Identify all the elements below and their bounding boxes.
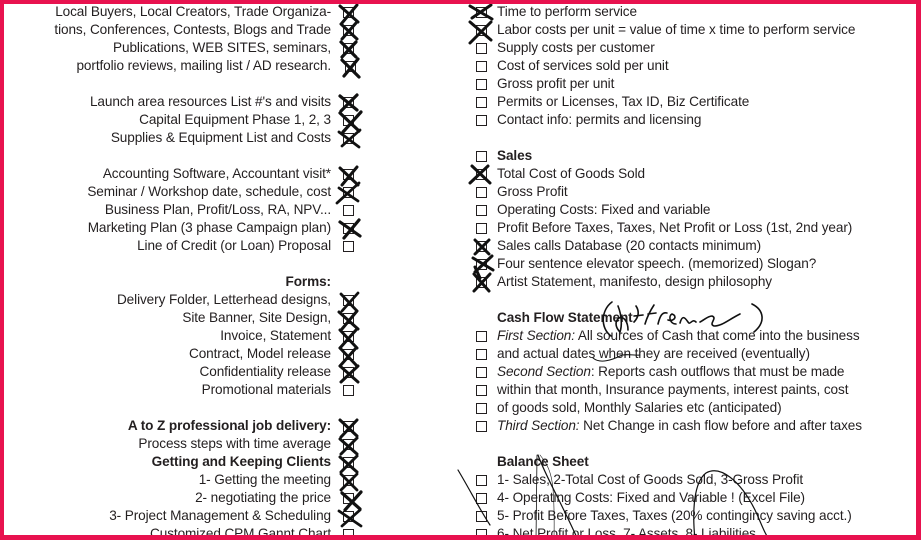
sales-heading: Sales: [497, 148, 533, 163]
checkbox[interactable]: [343, 475, 354, 486]
checkbox[interactable]: [343, 187, 354, 198]
checkbox[interactable]: [343, 223, 354, 234]
italic-prefix: First Section:: [497, 328, 575, 343]
cash-flow-heading: Cash Flow Statement: [497, 310, 633, 325]
checkbox[interactable]: [476, 43, 487, 54]
right-item-label: Labor costs per unit = value of time x time to perform service: [497, 22, 856, 37]
checkbox[interactable]: [476, 61, 487, 72]
left-item-label: Confidentiality release: [199, 364, 331, 379]
checkbox[interactable]: [476, 277, 487, 288]
checkbox[interactable]: [343, 97, 354, 108]
left-item-label: Contract, Model release: [188, 346, 331, 361]
checkbox[interactable]: [343, 349, 354, 360]
right-item-label: Sales calls Database (20 contacts minimum): [497, 238, 762, 253]
left-item-label: Supplies & Equipment List and Costs: [110, 130, 331, 145]
left-item-label: Capital Equipment Phase 1, 2, 3: [139, 112, 331, 127]
balance-sheet-heading: Balance Sheet: [497, 454, 589, 469]
right-item-label: Four sentence elevator speech. (memorized) Slogan?: [497, 256, 817, 271]
right-item-label: Time to perform service: [497, 4, 637, 19]
checkbox[interactable]: [476, 403, 487, 414]
italic-prefix: Third Section:: [497, 418, 580, 433]
checkbox[interactable]: [476, 25, 487, 36]
right-item-label: and actual dates when they are received (eventually): [497, 346, 810, 361]
checkbox[interactable]: [343, 367, 354, 378]
right-item-label: Cost of services sold per unit: [497, 58, 669, 73]
checkbox[interactable]: [343, 295, 354, 306]
checkbox[interactable]: [343, 385, 354, 396]
checkbox[interactable]: [343, 7, 354, 18]
left-item-label: portfolio reviews, mailing list / AD research.: [76, 58, 331, 73]
right-item-label: 5- Profit Before Taxes, Taxes (20% contingincy saving acct.): [497, 508, 852, 523]
checkbox[interactable]: [343, 331, 354, 342]
checkbox[interactable]: [476, 385, 487, 396]
checkbox[interactable]: [343, 529, 354, 540]
checkbox[interactable]: [476, 115, 487, 126]
clients-heading: Getting and Keeping Clients: [151, 454, 331, 469]
left-item-label: Process steps with time average: [138, 436, 331, 451]
left-item-label: Local Buyers, Local Creators, Trade Organiza-: [55, 4, 331, 19]
checkbox[interactable]: [476, 349, 487, 360]
checkbox[interactable]: [343, 241, 354, 252]
right-item-label: Profit Before Taxes, Taxes, Net Profit or Loss (1st, 2nd year): [497, 220, 853, 235]
left-item-label: Line of Credit (or Loan) Proposal: [137, 238, 331, 253]
left-item-label: 1- Getting the meeting: [198, 472, 331, 487]
right-item-label: within that month, Insurance payments, interest paints, cost: [497, 382, 849, 397]
checkbox[interactable]: [476, 187, 487, 198]
checkbox[interactable]: [343, 43, 354, 54]
italic-prefix: Second Section: [497, 364, 591, 379]
checkbox[interactable]: [343, 313, 354, 324]
checkbox[interactable]: [476, 223, 487, 234]
left-item-label: Accounting Software, Accountant visit*: [102, 166, 331, 181]
right-item-label: Contact info: permits and licensing: [497, 112, 702, 127]
checkbox[interactable]: [476, 331, 487, 342]
left-item-label: Site Banner, Site Design,: [182, 310, 331, 325]
right-item-label: [497, 417, 862, 435]
right-item-label: Supply costs per customer: [497, 40, 655, 55]
left-item-label: Business Plan, Profit/Loss, RA, NPV...: [104, 202, 331, 217]
checkbox[interactable]: [343, 115, 354, 126]
checkbox[interactable]: [343, 205, 354, 216]
left-item-label: tions, Conferences, Contests, Blogs and Trade: [54, 22, 331, 37]
left-item-label: Delivery Folder, Letterhead designs,: [116, 292, 331, 307]
checkbox[interactable]: [343, 25, 354, 36]
left-item-label: Promotional materials: [201, 382, 331, 397]
checkbox[interactable]: [476, 169, 487, 180]
job-delivery-heading: A to Z professional job delivery:: [127, 418, 331, 433]
checkbox[interactable]: [476, 475, 487, 486]
checkbox[interactable]: [476, 79, 487, 90]
checkbox[interactable]: [476, 7, 487, 18]
checkbox[interactable]: [476, 493, 487, 504]
checkbox[interactable]: [343, 457, 354, 468]
checkbox[interactable]: [476, 511, 487, 522]
checkbox[interactable]: [343, 493, 354, 504]
right-item-label: of goods sold, Monthly Salaries etc (anticipated): [497, 400, 782, 415]
left-item-label: 2- negotiating the price: [195, 490, 331, 505]
right-item-label: Artist Statement, manifesto, design philosophy: [497, 274, 772, 289]
item-text: All sources of Cash that come into the business: [574, 328, 860, 343]
right-item-label: 1- Sales, 2-Total Cost of Goods Sold, 3-Gross Profit: [497, 472, 804, 487]
left-item-label: 3- Project Management & Scheduling: [109, 508, 331, 523]
left-item-label: Publications, WEB SITES, seminars,: [113, 40, 331, 55]
checkbox[interactable]: [476, 97, 487, 108]
checkbox[interactable]: [476, 205, 487, 216]
right-item-label: Total Cost of Goods Sold: [497, 166, 645, 181]
checkbox[interactable]: [343, 421, 354, 432]
left-item-label: Marketing Plan (3 phase Campaign plan): [87, 220, 331, 235]
checkbox[interactable]: [343, 511, 354, 522]
checkbox[interactable]: [476, 367, 487, 378]
checkbox[interactable]: [476, 421, 487, 432]
checkbox[interactable]: [476, 529, 487, 540]
right-item-label: 4- Operating Costs: Fixed and Variable ! (Excel File): [497, 490, 805, 505]
checkbox[interactable]: [345, 61, 356, 72]
checkbox[interactable]: [343, 133, 354, 144]
forms-heading: Forms:: [285, 274, 331, 289]
right-item-label: Gross Profit: [497, 184, 568, 199]
right-item-label: 6- Net Profit or Loss, 7- Assets, 8- Liabilities: [497, 526, 756, 540]
checkbox[interactable]: [476, 151, 487, 162]
left-item-label: Invoice, Statement: [220, 328, 331, 343]
checkbox[interactable]: [343, 439, 354, 450]
right-item-label: [497, 363, 844, 381]
left-item-label: Customized CPM Gannt Chart: [150, 526, 331, 540]
right-item-label: [497, 327, 860, 345]
item-text: Net Change in cash flow before and after taxes: [579, 418, 862, 433]
right-item-label: Operating Costs: Fixed and variable: [497, 202, 711, 217]
left-item-label: Launch area resources List #'s and visits: [89, 94, 331, 109]
right-item-label: Gross profit per unit: [497, 76, 615, 91]
right-item-label: Permits or Licenses, Tax ID, Biz Certificate: [497, 94, 750, 109]
checkbox[interactable]: [476, 241, 487, 252]
item-text: : Reports cash outflows that must be made: [590, 364, 845, 379]
checkbox[interactable]: [476, 259, 487, 270]
checkbox[interactable]: [343, 169, 354, 180]
left-item-label: Seminar / Workshop date, schedule, cost: [87, 184, 331, 199]
